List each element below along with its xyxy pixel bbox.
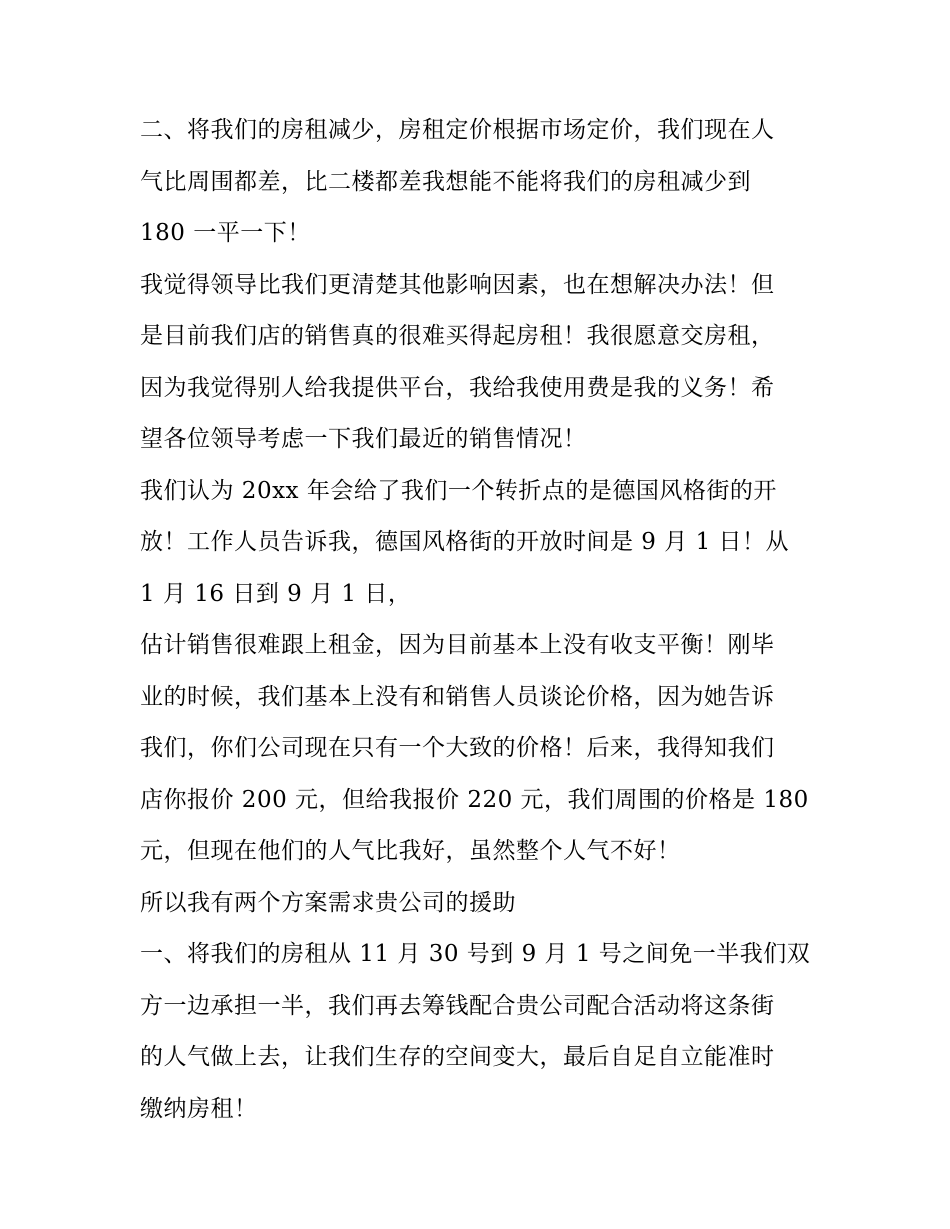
text-line: 因为我觉得别人给我提供平台，我给我使用费是我的义务！希 <box>140 374 775 401</box>
document-body <box>140 105 820 1135</box>
text-line: 气比周围都差，比二楼都差我想能不能将我们的房租减少到 <box>140 168 751 195</box>
text-line: 我们认为 20xx 年会给了我们一个转折点的是德国风格街的开 <box>140 477 777 504</box>
text-line: 180 一平一下！ <box>140 220 311 246</box>
text-line: 估计销售很难跟上租金，因为目前基本上没有收支平衡！刚毕 <box>140 632 775 658</box>
text-line: 缴纳房租！ <box>140 1095 258 1122</box>
text-line: 业的时候，我们基本上没有和销售人员谈论价格，因为她告诉 <box>140 683 775 710</box>
text-line: 放！工作人员告诉我，德国风格街的开放时间是 9 月 1 日！从 <box>140 529 790 555</box>
text-line: 1 月 16 日到 9 月 1 日， <box>140 580 412 607</box>
text-line: 我们，你们公司现在只有一个大致的价格！后来，我得知我们 <box>140 735 775 761</box>
text-line: 的人气做上去，让我们生存的空间变大，最后自足自立能准时 <box>140 1044 775 1070</box>
text-line: 方一边承担一半，我们再去筹钱配合贵公司配合活动将这条街 <box>140 992 775 1019</box>
text-line: 我觉得领导比我们更清楚其他影响因素，也在想解决办法！但 <box>140 271 775 298</box>
text-line: 二、将我们的房租减少，房租定价根据市场定价，我们现在人 <box>140 117 775 143</box>
text-line: 望各位领导考虑一下我们最近的销售情况！ <box>140 426 587 452</box>
text-line: 店你报价 200 元，但给我报价 220 元，我们周围的价格是 180 <box>140 786 809 813</box>
text-line: 元，但现在他们的人气比我好，虽然整个人气不好！ <box>140 838 681 864</box>
text-line: 所以我有两个方案需求贵公司的援助 <box>140 889 516 916</box>
text-line: 是目前我们店的销售真的很难买得起房租！我很愿意交房租， <box>140 323 775 349</box>
text-line: 一、将我们的房租从 11 月 30 号到 9 月 1 号之间免一半我们双 <box>140 941 811 967</box>
